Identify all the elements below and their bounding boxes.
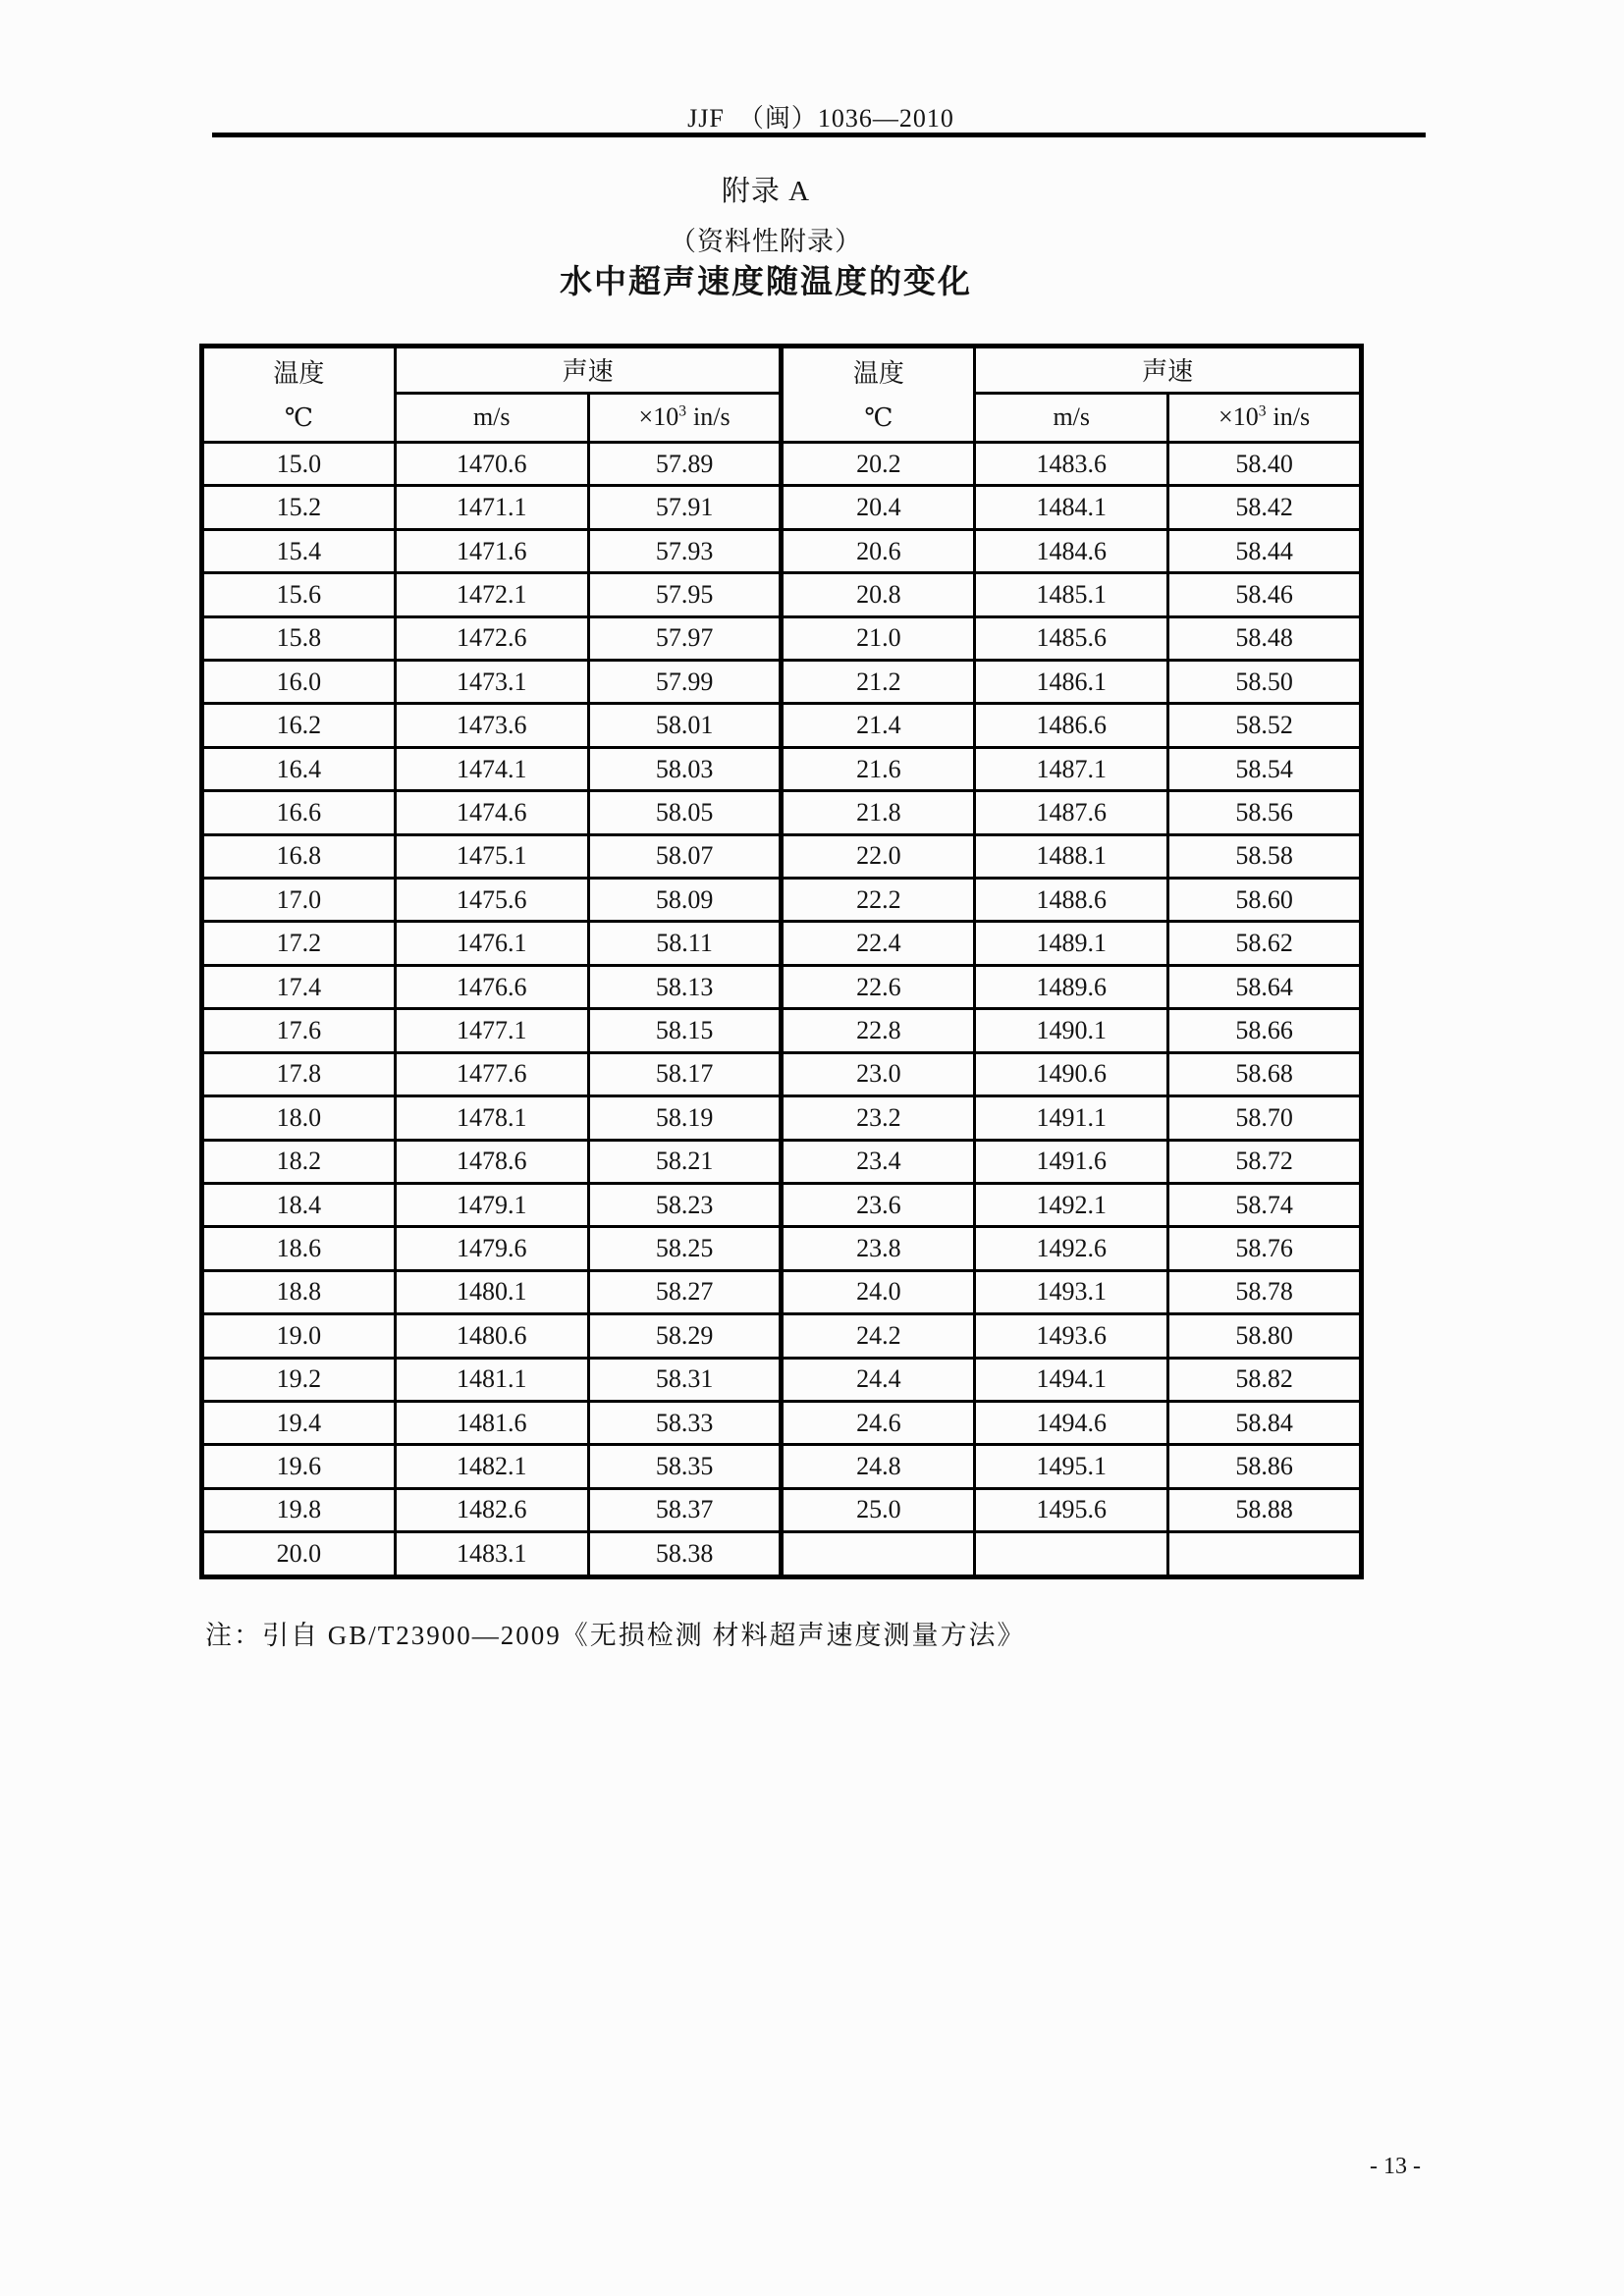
table-cell: 58.60 <box>1168 879 1362 922</box>
table-cell: 1471.6 <box>395 529 588 572</box>
col-header-speed-left: 声速 <box>395 347 782 394</box>
table-cell: 1488.6 <box>975 879 1168 922</box>
table-cell: 57.97 <box>588 616 782 660</box>
table-cell: 17.4 <box>202 965 396 1008</box>
table-cell: 1486.6 <box>975 704 1168 747</box>
table-cell: 1484.1 <box>975 486 1168 529</box>
table-cell: 1481.1 <box>395 1358 588 1401</box>
table-row <box>202 834 1362 878</box>
table-cell: 1475.6 <box>395 879 588 922</box>
table-cell: 58.09 <box>588 879 782 922</box>
table-cell: 1488.1 <box>975 834 1168 878</box>
table-cell: 58.13 <box>588 965 782 1008</box>
temperature-unit-right: ℃ <box>864 402 893 432</box>
table-cell: 58.15 <box>588 1009 782 1052</box>
table-cell: 1470.6 <box>395 443 588 486</box>
table-cell: 16.2 <box>202 704 396 747</box>
table-cell: 23.0 <box>782 1052 975 1095</box>
table-cell: 24.6 <box>782 1401 975 1444</box>
table-cell: 58.03 <box>588 747 782 790</box>
table-cell: 58.11 <box>588 922 782 965</box>
table-cell: 24.2 <box>782 1314 975 1358</box>
table-cell: 1487.1 <box>975 747 1168 790</box>
table-cell: 20.2 <box>782 443 975 486</box>
table-cell: 58.66 <box>1168 1009 1362 1052</box>
table-cell: 58.17 <box>588 1052 782 1095</box>
table-cell: 1471.1 <box>395 486 588 529</box>
table-cell: 58.78 <box>1168 1270 1362 1313</box>
unit-exponent: 3 <box>1258 402 1267 420</box>
table-cell: 58.56 <box>1168 791 1362 834</box>
table-cell: 1481.6 <box>395 1401 588 1444</box>
table-cell: 1480.1 <box>395 1270 588 1313</box>
table-row <box>202 1270 1362 1313</box>
table-cell: 58.64 <box>1168 965 1362 1008</box>
table-cell: 1495.1 <box>975 1445 1168 1488</box>
table-cell: 19.6 <box>202 1445 396 1488</box>
table-cell: 58.25 <box>588 1227 782 1270</box>
table-cell: 58.19 <box>588 1096 782 1140</box>
table-row <box>202 1009 1362 1052</box>
table-cell: 19.2 <box>202 1358 396 1401</box>
table-cell: 58.54 <box>1168 747 1362 790</box>
table-cell: 58.44 <box>1168 529 1362 572</box>
table-cell: 19.4 <box>202 1401 396 1444</box>
table-cell: 57.99 <box>588 661 782 704</box>
table-cell: 1482.6 <box>395 1488 588 1531</box>
table-cell: 1483.6 <box>975 443 1168 486</box>
table-row <box>202 486 1362 529</box>
table-cell: 1491.6 <box>975 1140 1168 1183</box>
unit-header-inps-left <box>588 393 782 442</box>
table-cell: 58.68 <box>1168 1052 1362 1095</box>
table-cell: 15.2 <box>202 486 396 529</box>
table-cell: 1479.6 <box>395 1227 588 1270</box>
col-header-temperature-left <box>202 347 396 443</box>
table-cell: 1476.1 <box>395 922 588 965</box>
table-row <box>202 443 1362 486</box>
table-cell: 58.48 <box>1168 616 1362 660</box>
table-row <box>202 1401 1362 1444</box>
table-cell: 17.8 <box>202 1052 396 1095</box>
table-cell: 20.4 <box>782 486 975 529</box>
table-cell: 18.8 <box>202 1270 396 1313</box>
table-cell: 21.6 <box>782 747 975 790</box>
table-cell: 18.4 <box>202 1183 396 1226</box>
table-cell: 1478.6 <box>395 1140 588 1183</box>
table-row <box>202 1358 1362 1401</box>
table-row <box>202 1227 1362 1270</box>
appendix-subtitle: （资料性附录） <box>670 227 862 256</box>
table-cell: 17.6 <box>202 1009 396 1052</box>
table-cell: 22.4 <box>782 922 975 965</box>
table-cell: 23.8 <box>782 1227 975 1270</box>
table-cell: 1474.1 <box>395 747 588 790</box>
table-cell: 17.0 <box>202 879 396 922</box>
table-cell: 20.6 <box>782 529 975 572</box>
table-cell: 18.2 <box>202 1140 396 1183</box>
unit-header-inps-right <box>1168 393 1362 442</box>
table-cell: 58.86 <box>1168 1445 1362 1488</box>
table-cell: 1478.1 <box>395 1096 588 1140</box>
table-cell: 19.0 <box>202 1314 396 1358</box>
table-cell: 1479.1 <box>395 1183 588 1226</box>
table-cell: 22.8 <box>782 1009 975 1052</box>
table-cell: 1480.6 <box>395 1314 588 1358</box>
table-cell <box>1168 1532 1362 1577</box>
table-cell: 18.0 <box>202 1096 396 1140</box>
table-cell: 58.29 <box>588 1314 782 1358</box>
table-cell: 1489.6 <box>975 965 1168 1008</box>
table-cell: 15.0 <box>202 443 396 486</box>
table-cell: 1475.1 <box>395 834 588 878</box>
table-cell: 1494.6 <box>975 1401 1168 1444</box>
table-cell: 58.84 <box>1168 1401 1362 1444</box>
table-cell: 1493.1 <box>975 1270 1168 1313</box>
page-header-standard-number: JJF （闽）1036—2010 <box>687 104 954 133</box>
table-cell: 1485.6 <box>975 616 1168 660</box>
table-cell: 1491.1 <box>975 1096 1168 1140</box>
table-cell: 1487.6 <box>975 791 1168 834</box>
table-cell: 58.31 <box>588 1358 782 1401</box>
unit-header-ms-left: m/s <box>395 393 588 442</box>
table-cell: 1489.1 <box>975 922 1168 965</box>
table-cell: 21.2 <box>782 661 975 704</box>
table-row <box>202 1052 1362 1095</box>
table-cell: 58.74 <box>1168 1183 1362 1226</box>
table-cell: 58.42 <box>1168 486 1362 529</box>
table-cell: 58.80 <box>1168 1314 1362 1358</box>
table-cell: 58.40 <box>1168 443 1362 486</box>
table-cell: 58.05 <box>588 791 782 834</box>
unit-base: ×10 <box>1218 402 1259 432</box>
table-row <box>202 573 1362 616</box>
table-row <box>202 1532 1362 1577</box>
table-row <box>202 704 1362 747</box>
table-row <box>202 791 1362 834</box>
table-cell: 57.93 <box>588 529 782 572</box>
table-cell: 58.76 <box>1168 1227 1362 1270</box>
table-cell: 1474.6 <box>395 791 588 834</box>
table-cell: 58.37 <box>588 1488 782 1531</box>
table-cell: 58.58 <box>1168 834 1362 878</box>
table-cell: 1485.1 <box>975 573 1168 616</box>
col-header-temperature-right <box>782 347 975 443</box>
table-cell: 1472.6 <box>395 616 588 660</box>
table-cell: 20.8 <box>782 573 975 616</box>
table-header <box>202 347 1362 443</box>
table-cell: 1482.1 <box>395 1445 588 1488</box>
table-cell: 1495.6 <box>975 1488 1168 1531</box>
table-cell: 21.4 <box>782 704 975 747</box>
table-cell: 15.6 <box>202 573 396 616</box>
table-cell: 23.6 <box>782 1183 975 1226</box>
table-cell: 58.33 <box>588 1401 782 1444</box>
table-cell: 58.07 <box>588 834 782 878</box>
table-row <box>202 1445 1362 1488</box>
table-cell: 58.38 <box>588 1532 782 1577</box>
table-row <box>202 1096 1362 1140</box>
table-cell: 16.0 <box>202 661 396 704</box>
table-cell: 1493.6 <box>975 1314 1168 1358</box>
table-cell: 58.50 <box>1168 661 1362 704</box>
table-cell: 24.0 <box>782 1270 975 1313</box>
unit-base: ×10 <box>638 402 679 432</box>
table-cell: 1477.1 <box>395 1009 588 1052</box>
table-cell: 15.4 <box>202 529 396 572</box>
table-cell: 22.6 <box>782 965 975 1008</box>
table-cell: 23.2 <box>782 1096 975 1140</box>
table-cell: 22.0 <box>782 834 975 878</box>
table-title: 水中超声速度随温度的变化 <box>560 263 972 299</box>
table-cell: 1492.6 <box>975 1227 1168 1270</box>
table-cell: 23.4 <box>782 1140 975 1183</box>
table-row <box>202 1183 1362 1226</box>
table-cell: 18.6 <box>202 1227 396 1270</box>
table-cell: 58.70 <box>1168 1096 1362 1140</box>
table-cell: 1486.1 <box>975 661 1168 704</box>
table-cell: 57.95 <box>588 573 782 616</box>
source-note: 注：引自 GB/T23900—2009《无损检测 材料超声速度测量方法》 <box>205 1621 1026 1650</box>
table-cell: 16.4 <box>202 747 396 790</box>
table-cell: 21.8 <box>782 791 975 834</box>
table-cell: 15.8 <box>202 616 396 660</box>
table-cell: 58.62 <box>1168 922 1362 965</box>
table-cell: 58.72 <box>1168 1140 1362 1183</box>
table-cell: 1472.1 <box>395 573 588 616</box>
table-cell: 16.8 <box>202 834 396 878</box>
table-cell: 1476.6 <box>395 965 588 1008</box>
table-cell: 19.8 <box>202 1488 396 1531</box>
temperature-label-right: 温度 <box>852 359 904 388</box>
table-row <box>202 1140 1362 1183</box>
table-cell: 1490.6 <box>975 1052 1168 1095</box>
table-cell: 1473.1 <box>395 661 588 704</box>
table-row <box>202 529 1362 572</box>
table-cell: 1490.1 <box>975 1009 1168 1052</box>
table-row <box>202 616 1362 660</box>
table-cell: 58.23 <box>588 1183 782 1226</box>
table-cell: 25.0 <box>782 1488 975 1531</box>
col-header-speed-right: 声速 <box>975 347 1362 394</box>
table-cell: 1492.1 <box>975 1183 1168 1226</box>
temperature-unit-left: ℃ <box>284 402 313 432</box>
table-cell: 1494.1 <box>975 1358 1168 1401</box>
table-row <box>202 965 1362 1008</box>
table-cell <box>782 1532 975 1577</box>
table-row <box>202 879 1362 922</box>
table-cell: 58.21 <box>588 1140 782 1183</box>
water-sound-speed-table <box>199 344 1364 1579</box>
unit-header-ms-right: m/s <box>975 393 1168 442</box>
table-cell: 16.6 <box>202 791 396 834</box>
table-cell: 21.0 <box>782 616 975 660</box>
header-rule <box>212 133 1426 137</box>
table-cell: 24.8 <box>782 1445 975 1488</box>
table-row <box>202 747 1362 790</box>
table-cell: 1477.6 <box>395 1052 588 1095</box>
table-cell: 1473.6 <box>395 704 588 747</box>
table-cell: 17.2 <box>202 922 396 965</box>
table-cell: 24.4 <box>782 1358 975 1401</box>
table-row <box>202 661 1362 704</box>
table-cell: 58.46 <box>1168 573 1362 616</box>
table-row <box>202 922 1362 965</box>
page-number: - 13 - <box>1370 2154 1421 2179</box>
table-cell: 20.0 <box>202 1532 396 1577</box>
unit-rest: in/s <box>1272 402 1311 432</box>
table-cell: 58.52 <box>1168 704 1362 747</box>
table-cell: 58.88 <box>1168 1488 1362 1531</box>
table-row <box>202 1488 1362 1531</box>
table-cell: 58.01 <box>588 704 782 747</box>
temperature-label-left: 温度 <box>273 359 325 388</box>
unit-rest: in/s <box>693 402 731 432</box>
table-cell: 57.89 <box>588 443 782 486</box>
appendix-title: 附录 A <box>721 176 811 207</box>
table-cell: 57.91 <box>588 486 782 529</box>
table-cell <box>975 1532 1168 1577</box>
table-cell: 22.2 <box>782 879 975 922</box>
table-row <box>202 1314 1362 1358</box>
table-body <box>202 443 1362 1577</box>
table-header-row-1 <box>202 347 1362 394</box>
unit-exponent: 3 <box>678 402 687 420</box>
table-cell: 58.82 <box>1168 1358 1362 1401</box>
table-cell: 58.35 <box>588 1445 782 1488</box>
table-cell: 1484.6 <box>975 529 1168 572</box>
table-cell: 58.27 <box>588 1270 782 1313</box>
table-cell: 1483.1 <box>395 1532 588 1577</box>
